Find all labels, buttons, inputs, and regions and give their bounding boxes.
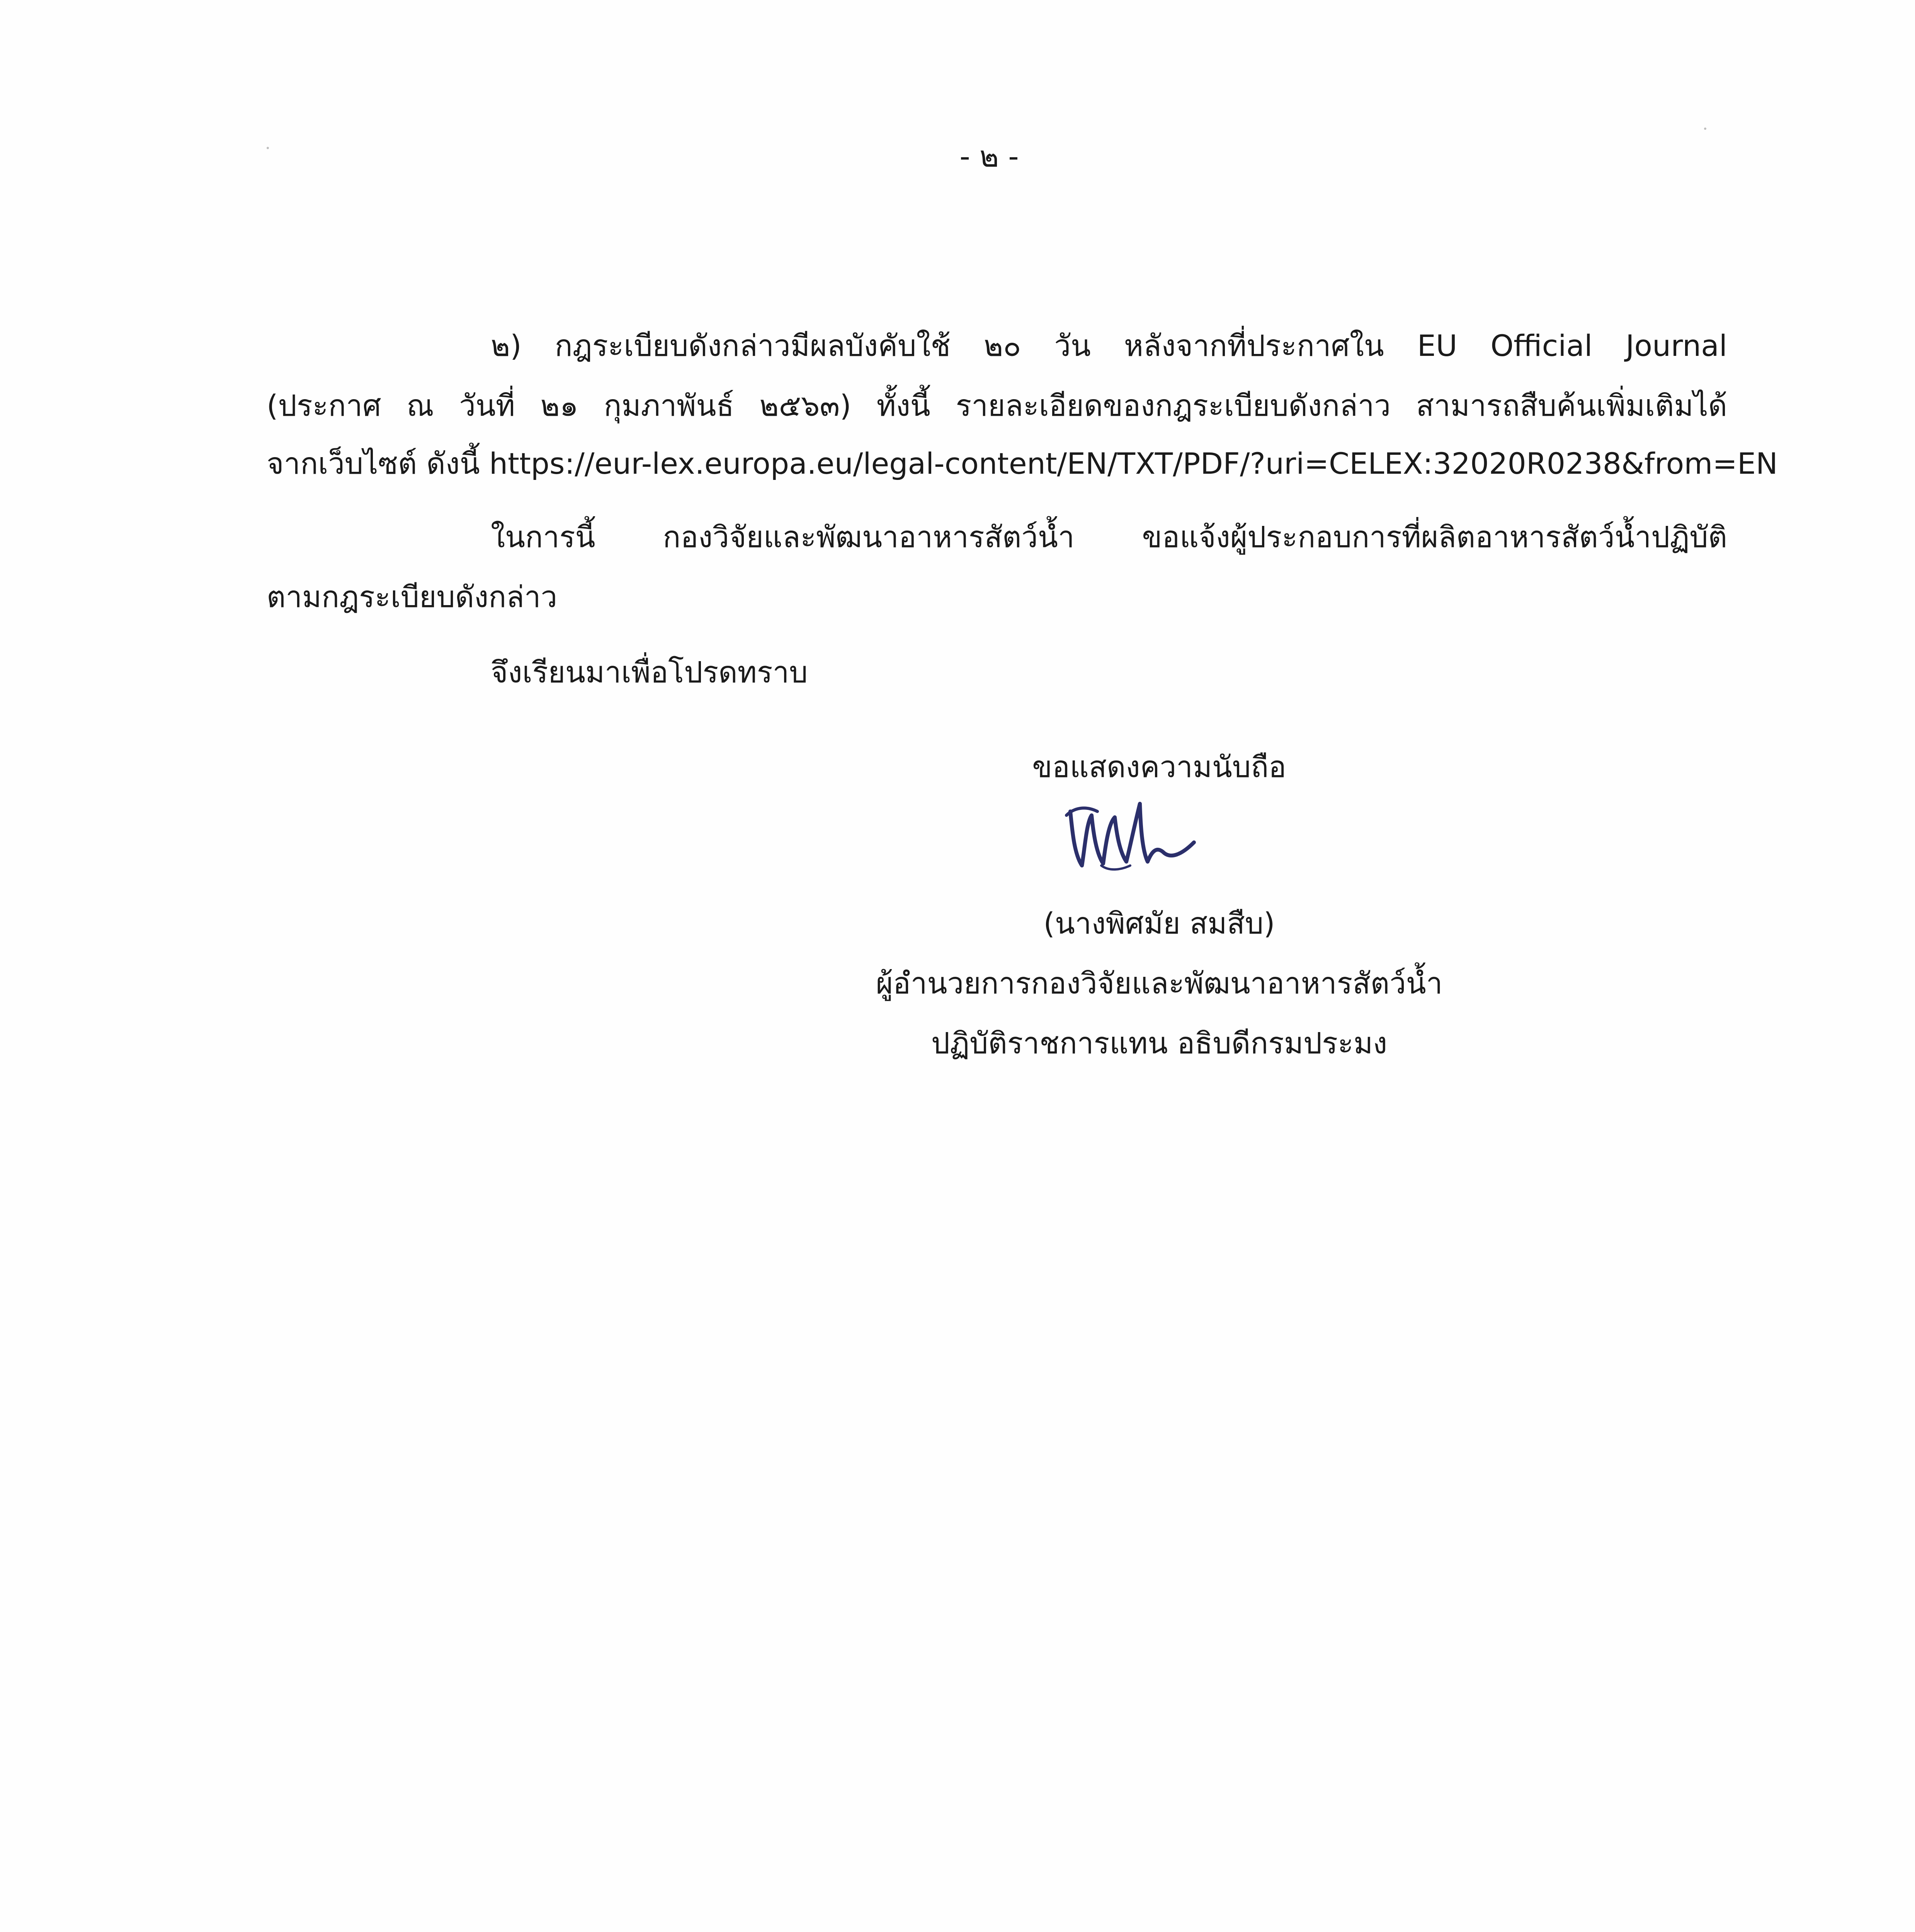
scan-speck: [1704, 128, 1706, 130]
signatory-position: ผู้อำนวยการกองวิจัยและพัฒนาอาหารสัตว์น้ำ: [876, 966, 1443, 1000]
paragraph-2-line-1: ในการนี้ กองวิจัยและพัฒนาอาหารสัตว์น้ำ ขอแจ้งผู้ประกอบการที่ผลิตอาหารสัตว์น้ำปฏิบัติ: [491, 520, 1727, 554]
signatory-acting-for: ปฏิบัติราชการแทน อธิบดีกรมประมง: [931, 1026, 1388, 1060]
paragraph-1-line-3: จากเว็บไซต์ ดังนี้ https://eur-lex.europa.eu/legal-content/EN/TXT/PDF/?uri=CELEX:32020R0238&from=EN: [267, 446, 1778, 481]
paragraph-1-line-2: (ประกาศ ณ วันที่ ๒๑ กุมภาพันธ์ ๒๕๖๓) ทั้งนี้ รายละเอียดของกฎระเบียบดังกล่าว สามารถสืบค้นเพิ่มเติมได้: [267, 388, 1727, 423]
salutation: ขอแสดงความนับถือ: [1032, 750, 1286, 784]
handwritten-signature: [1055, 788, 1209, 881]
scan-speck: [267, 147, 269, 149]
paragraph-2-line-2: ตามกฎระเบียบดังกล่าว: [267, 580, 558, 614]
closing-request: จึงเรียนมาเพื่อโปรดทราบ: [491, 655, 808, 689]
signatory-name: (นางพิศมัย สมสืบ): [1043, 906, 1275, 940]
paragraph-1-line-1: ๒) กฎระเบียบดังกล่าวมีผลบังคับใช้ ๒๐ วัน หลังจากที่ประกาศใน EU Official Journal: [491, 328, 1727, 363]
page-number: - ๒ -: [959, 139, 1019, 173]
